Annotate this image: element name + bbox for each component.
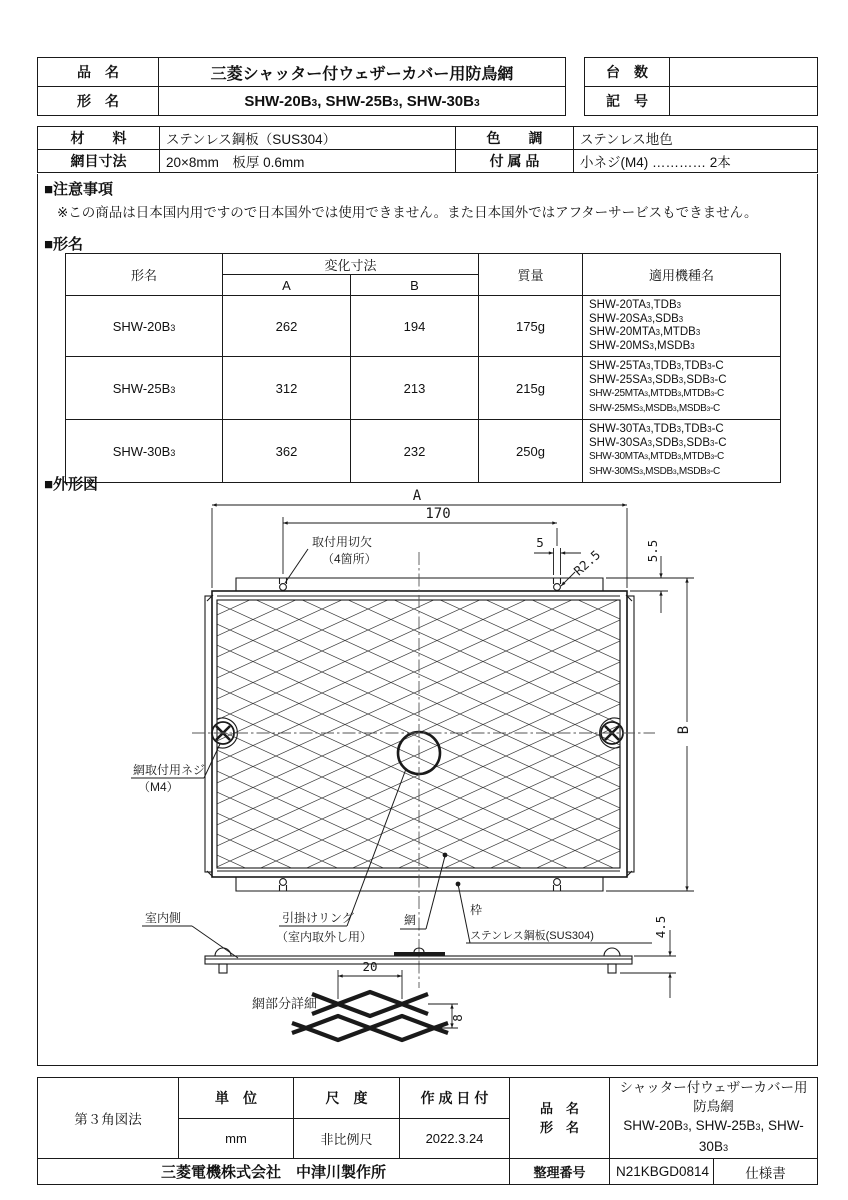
dim-a-cell: 262	[223, 296, 351, 357]
mass-cell: 175g	[479, 296, 583, 357]
frame-material-label: ステンレス鋼板(SUS304)	[470, 930, 594, 942]
dim-55-label: 5.5	[645, 539, 660, 563]
side-screw-dome-right	[604, 948, 620, 956]
screw-label: 網取付用ネジ	[133, 763, 206, 777]
side-view	[205, 948, 632, 973]
product-name-value: 三菱シャッター付ウェザーカバー用防鳥網	[159, 58, 566, 87]
mesh-detail-label: 網部分詳細	[252, 996, 318, 1011]
projection-method: 第３角図法	[38, 1078, 179, 1159]
applicable-model-line: SHW-30MS3,MSDB3,MSDB3-C	[589, 465, 720, 477]
mesh-detail	[252, 959, 465, 1040]
dim-5-label: 5	[536, 535, 544, 550]
right-fold	[627, 596, 634, 872]
product-header-table	[37, 57, 566, 116]
mass-cell: 250g	[479, 420, 583, 483]
models-col-mass: 質量	[479, 254, 583, 296]
material-table	[37, 126, 818, 173]
models-table	[65, 253, 781, 483]
applicable-models-cell	[583, 357, 781, 420]
color-value: ステンレス地色	[574, 127, 818, 150]
color-label: 色 調	[456, 127, 574, 150]
model-cell: SHW-20B3	[66, 296, 223, 357]
applicable-model-line: SHW-20MTA3,MTDB3	[589, 326, 701, 338]
dim-8-label: 8	[450, 1014, 465, 1022]
dim-a-label: A	[412, 488, 422, 504]
models-data-row	[66, 420, 781, 483]
doc-type: 仕様書	[714, 1159, 818, 1185]
accessory-label: 付 属 品	[456, 150, 574, 173]
front-view	[192, 552, 655, 988]
title-block	[37, 1077, 818, 1185]
symbol-label: 記 号	[585, 87, 670, 116]
outline-drawing	[50, 487, 810, 1062]
scale-label: 尺 度	[294, 1078, 400, 1119]
ring-use-label: （室内取外し用）	[276, 930, 373, 944]
ring-label: 引掛けリング	[282, 911, 354, 925]
table-row	[38, 87, 566, 116]
models-col-b: B	[351, 275, 479, 296]
product-name-label: 品 名	[38, 58, 159, 87]
notch-count-label: （4箇所）	[322, 552, 377, 566]
refno-label: 整理番号	[510, 1159, 610, 1185]
model-name-value: SHW-20B3, SHW-25B3, SHW-30B3	[159, 87, 566, 116]
dim-b-cell: 232	[351, 420, 479, 483]
symbol-value	[670, 87, 818, 116]
models-table-body	[66, 296, 781, 483]
mounting-slot-top-right	[554, 578, 561, 590]
date-label: 作 成 日 付	[400, 1078, 510, 1119]
models-data-row	[66, 357, 781, 420]
dim-a-cell: 312	[223, 357, 351, 420]
applicable-model-line: SHW-30MTA3,MTDB3,MTDB3-C	[589, 451, 724, 462]
footer-name-label: 品 名	[539, 1101, 579, 1116]
unit-value: mm	[179, 1118, 294, 1159]
applicable-models-cell	[583, 296, 781, 357]
table-row	[38, 1078, 818, 1119]
mounting-slot-bottom-left	[280, 879, 287, 891]
screw-size-label: （M4）	[138, 780, 179, 794]
units-label: 台 数	[585, 58, 670, 87]
dim-170-label: 170	[425, 506, 451, 522]
notice-heading: ■注意事項	[44, 181, 114, 198]
mesh-area	[217, 600, 620, 868]
table-row	[38, 1159, 818, 1185]
applicable-model-line: SHW-20MS3,MSDB3	[589, 339, 695, 352]
top-flange	[236, 578, 603, 591]
net-label: 網	[404, 913, 417, 927]
dim-20-label: 20	[362, 959, 378, 974]
applicable-model-line: SHW-30SA3,SDB3,SDB3-C	[589, 436, 727, 449]
accessory-value: 小ネジ(M4) ………… 2本	[574, 150, 818, 173]
side-screw-foot-left	[219, 964, 227, 973]
table-row	[38, 58, 566, 87]
dim-b-label: B	[676, 725, 692, 735]
model-cell: SHW-30B3	[66, 420, 223, 483]
mesh-size-value: 20×8mm 板厚 0.6mm	[160, 150, 456, 173]
models-data-row	[66, 296, 781, 357]
footer-product-name: シャッター付ウェザーカバー用防鳥網	[619, 1080, 808, 1114]
mounting-slot-top-left	[280, 578, 287, 590]
footer-model-label: 形 名	[539, 1120, 579, 1135]
table-row	[38, 127, 818, 150]
applicable-model-line: SHW-25MS3,MSDB3,MSDB3-C	[589, 402, 720, 414]
units-symbol-table	[584, 57, 818, 116]
table-row	[585, 58, 818, 87]
applicable-model-line: SHW-30TA3,TDB3,TDB3-C	[589, 423, 724, 435]
date-value: 2022.3.24	[400, 1118, 510, 1159]
mounting-slot-bottom-right	[554, 879, 561, 891]
models-header-row	[66, 254, 781, 275]
notch-label: 取付用切欠	[312, 535, 373, 549]
table-row	[38, 150, 818, 173]
models-col-model: 形名	[66, 254, 223, 296]
dim-b-cell: 194	[351, 296, 479, 357]
dim-a-cell: 362	[223, 420, 351, 483]
indoor-side-label: 室内側	[145, 911, 182, 925]
footer-product-models: SHW-20B3, SHW-25B3, SHW-30B3	[623, 1118, 804, 1154]
applicable-model-line: SHW-25MTA3,MTDB3,MTDB3-C	[589, 388, 724, 399]
bottom-flange	[236, 877, 603, 891]
material-value: ステンレス鋼板（SUS304）	[160, 127, 456, 150]
company-name: 三菱電機株式会社 中津川製作所	[38, 1159, 510, 1185]
frame-label: 枠	[470, 903, 483, 917]
models-col-dims: 変化寸法	[223, 254, 479, 275]
table-row	[585, 87, 818, 116]
material-label: 材 料	[38, 127, 160, 150]
models-heading: ■形名	[44, 236, 84, 253]
footer-name-model-values	[610, 1078, 818, 1159]
model-name-label: 形 名	[38, 87, 159, 116]
mesh-size-label: 網目寸法	[38, 150, 160, 173]
drawing-heading: ■外形図	[44, 476, 99, 493]
unit-label: 単 位	[179, 1078, 294, 1119]
dim-r25-label: R2.5	[570, 547, 604, 579]
applicable-model-line: SHW-25TA3,TDB3,TDB3-C	[589, 360, 724, 372]
footer-name-model-labels	[510, 1078, 610, 1159]
models-col-apply: 適用機種名	[583, 254, 781, 296]
applicable-model-line: SHW-20TA3,TDB3	[589, 299, 682, 311]
mass-cell: 215g	[479, 357, 583, 420]
applicable-model-line: SHW-20SA3,SDB3	[589, 312, 684, 325]
left-fold	[205, 596, 212, 872]
model-cell: SHW-25B3	[66, 357, 223, 420]
refno-value: N21KBGD0814	[610, 1159, 714, 1185]
applicable-model-line: SHW-25SA3,SDB3,SDB3-C	[589, 373, 727, 386]
dim-b-cell: 213	[351, 357, 479, 420]
applicable-models-cell	[583, 420, 781, 483]
models-col-a: A	[223, 275, 351, 296]
notice-text: ※この商品は日本国内用ですので日本国外では使用できません。また日本国外ではアフターサービスもできません。	[57, 205, 758, 220]
side-screw-foot-right	[608, 964, 616, 973]
units-value	[670, 58, 818, 87]
scale-value: 非比例尺	[294, 1118, 400, 1159]
dim-45-label: 4.5	[653, 915, 668, 939]
